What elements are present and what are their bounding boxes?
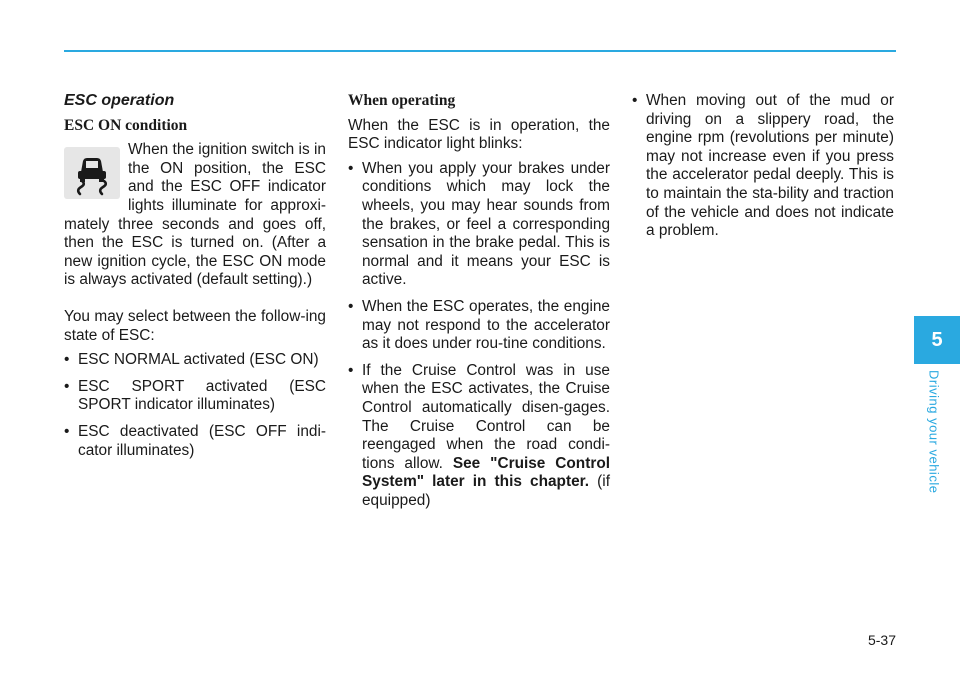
chapter-label-text: Driving your vehicle [926,370,942,494]
list-item: • ESC deactivated (ESC OFF indi-cator illuminates) [64,423,326,460]
esc-state-list [64,351,326,460]
column-right [632,92,894,249]
subsection-heading: When operating [348,92,456,109]
page-number: 5-37 [867,632,896,648]
chapter-tab: 5 [914,316,960,364]
list-item: • ESC SPORT activated (ESC SPORT indicator illuminates) [64,378,326,415]
list-item: • When the ESC operates, the engine may not respond to the accelerator as it does under rou-tine conditions. [348,298,610,354]
list-item: • When moving out of the mud or driving on a slippery road, the engine rpm (revolutions per minute) may not increase even if you press the accelerator pedal deeply. This is to maintain the sta-bility and traction of the vehicle and does not indicate a problem. [632,92,894,241]
list-item: • When you apply your brakes under conditions which may lock the wheels, you may hear sounds from the brakes, or feel a corresponding sensation in the brake pedal. This is normal and it means your ESC is active. [348,160,610,290]
header-rule [64,50,896,52]
list-item: • ESC NORMAL activated (ESC ON) [64,351,326,370]
subsection-heading: ESC ON condition [64,116,188,134]
cruise-reference: See "Cruise Control System" later in this chapter. [362,454,610,491]
esc-state-intro: You may select between the follow-ing state of ESC: [64,307,326,344]
operating-intro: When the ESC is in operation, the ESC indicator light blinks: [348,116,610,153]
cruise-note: (if equipped) [362,473,610,509]
column-middle [348,92,610,518]
esc-on-paragraph: When the ignition switch is in the ON position, the ESC and the ESC OFF indicator lights illuminate for approxi-mately three seconds and goes off, then the ESC is turned on. (After a new ignition cycle, the ESC ON mode is always activated (default setting).) [64,141,326,289]
list-item [348,362,610,511]
operating-list [348,160,610,511]
section-heading: ESC operation [64,92,175,109]
esc-indicator-icon [64,147,120,199]
slippery-list [632,92,894,241]
cruise-text: If the Cruise Control was in use when the ESC activates, the Cruise Control automatically disen-gages. The Cruise Control can be reengaged when the road condi-tions allow. [362,361,610,472]
column-left [64,92,326,468]
chapter-label [919,370,949,500]
